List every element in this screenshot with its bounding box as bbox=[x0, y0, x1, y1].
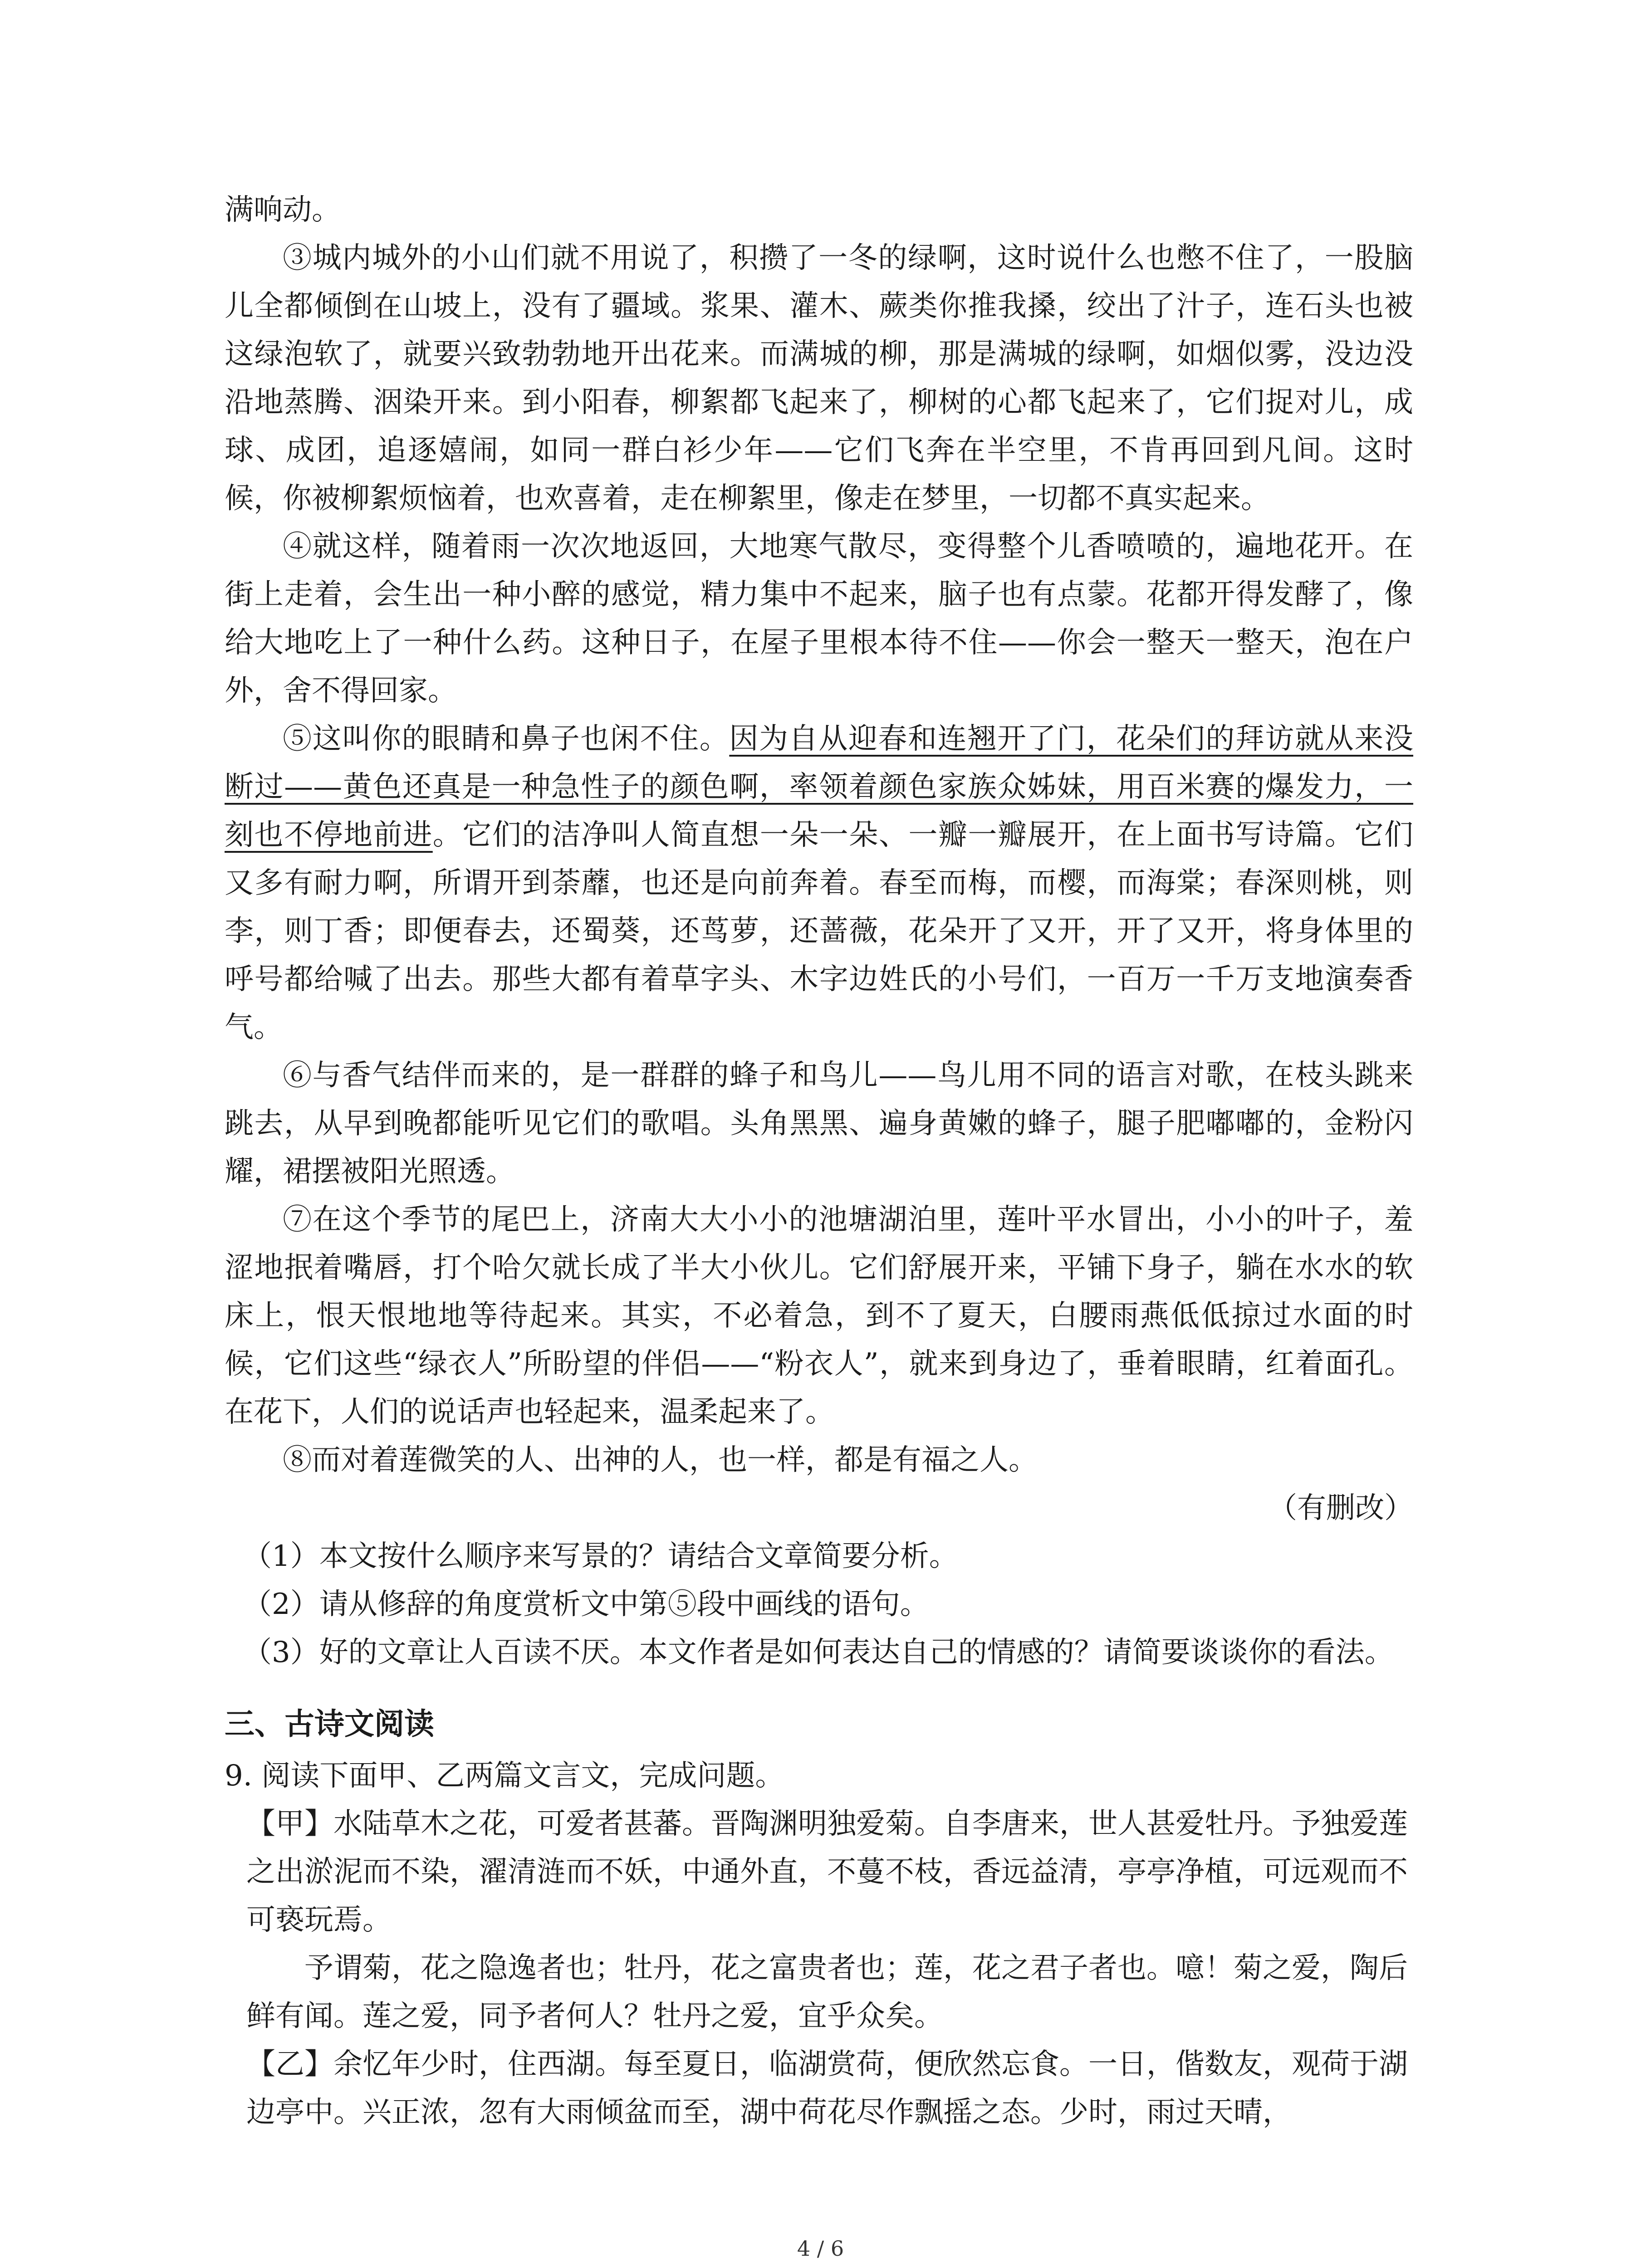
question-9-body bbox=[225, 1800, 1413, 2136]
passage-jia-2: 予谓菊，花之隐逸者也；牡丹，花之富贵者也；莲，花之君子者也。噫！菊之爱，陶后鲜有闻。莲之爱，同予者何人？牡丹之爱，宜乎众矣。 bbox=[246, 1951, 1408, 2033]
passage-yi-1: 【乙】余忆年少时，住西湖。每至夏日，临湖赏荷，便欣然忘食。一日，偕数友，观荷于湖边亭中。兴正浓，忽有大雨倾盆而至，湖中荷花尽作飘摇之态。少时，雨过天晴， bbox=[246, 2048, 1408, 2129]
underlined-sentence: 因为自从迎春和连翘开了门，花朵们的拜访就从来没断过——黄色还真是一种急性子的颜色啊，率领着颜色家族众姊妹，用百米赛的爆发力，一刻也不停地前进 bbox=[225, 722, 1414, 852]
paragraph-3: ③城内城外的小山们就不用说了，积攒了一冬的绿啊，这时说什么也憋不住了，一股脑儿全都倾倒在山坡上，没有了疆域。浆果、灌木、蕨类你推我搡，绞出了汁子，连石头也被这绿泡软了，就要兴致勃勃地开出花来。而满城的柳，那是满城的绿啊，如烟似雾，没边没沿地蒸腾、洇染开来。到小阳春，柳絮都飞起来了，柳树的心都飞起来了，它们捉对儿，成球、成团，追逐嬉闹，如同一群白衫少年——它们飞奔在半空里，不肯再回到凡间。这时候，你被柳絮烦恼着，也欢喜着，走在柳絮里，像走在梦里，一切都不真实起来。 bbox=[225, 241, 1413, 515]
question-3: （3）好的文章让人百读不厌。本文作者是如何表达自己的情感的？请简要谈谈你的看法。 bbox=[243, 1636, 1394, 1669]
paragraph-5-lead: ⑤这叫你的眼睛和鼻子也闲不住。 bbox=[283, 722, 730, 756]
paragraph-5-rest: 。它们的洁净叫人简直想一朵一朵、一瓣一瓣展开，在上面书写诗篇。它们又多有耐力啊，所谓开到荼蘼，也还是向前奔着。春至而梅，而樱，而海棠；春深则桃，则李，则丁香；即便春去，还蜀葵，还茑萝，还蔷薇，花朵开了又开，开了又开，将身体里的呼号都给喊了出去。那些大都有着草字头、木字边姓氏的小号们，一百万一千万支地演奏香气。 bbox=[225, 818, 1414, 1044]
paragraph-6: ⑥与香气结伴而来的，是一群群的蜂子和鸟儿——鸟儿用不同的语言对歌，在枝头跳来跳去，从早到晚都能听见它们的歌唱。头角黑黑、遍身黄嫩的蜂子，腿子肥嘟嘟的，金粉闪耀，裙摆被阳光照透。 bbox=[225, 1059, 1413, 1188]
question-2: （2）请从修辞的角度赏析文中第⑤段中画线的语句。 bbox=[243, 1588, 929, 1621]
paragraph-4: ④就这样，随着雨一次次地返回，大地寒气散尽，变得整个儿香喷喷的，遍地花开。在街上走着，会生出一种小醉的感觉，精力集中不起来，脑子也有点蒙。花都开得发酵了，像给大地吃上了一种什么药。这种日子，在屋子里根本待不住——你会一整天一整天，泡在户外，舍不得回家。 bbox=[225, 530, 1413, 708]
page-number: 4 / 6 bbox=[797, 2236, 844, 2261]
section-title: 三、古诗文阅读 bbox=[225, 1706, 434, 1741]
paragraph-end-line: 满响动。 bbox=[225, 193, 341, 227]
passage-jia-1: 【甲】水陆草木之花，可爱者甚蕃。晋陶渊明独爱菊。自李唐来，世人甚爱牡丹。予独爱莲之出淤泥而不染，濯清涟而不妖，中通外直，不蔓不枝，香远益清，亭亭净植，可远观而不可亵玩焉。 bbox=[246, 1807, 1408, 1937]
paragraph-5 bbox=[225, 715, 1413, 1051]
source-note: （有删改） bbox=[1268, 1491, 1413, 1525]
paragraph-7: ⑦在这个季节的尾巴上，济南大大小小的池塘湖泊里，莲叶平水冒出，小小的叶子，羞涩地抿着嘴唇，打个哈欠就长成了半大小伙儿。它们舒展开来，平铺下身子，躺在水水的软床上，恨天恨地地等待起来。其实，不必着急，到不了夏天，白腰雨燕低低掠过水面的时候，它们这些“绿衣人”所盼望的伴侣——“粉衣人”，就来到身边了，垂着眼睛，红着面孔。在花下，人们的说话声也轻起来，温柔起来了。 bbox=[225, 1203, 1413, 1429]
question-1: （1）本文按什么顺序来写景的？请结合文章简要分析。 bbox=[243, 1540, 958, 1573]
question-9: 9. 阅读下面甲、乙两篇文言文，完成问题。 bbox=[225, 1759, 784, 1793]
paragraph-8: ⑧而对着莲微笑的人、出神的人，也一样，都是有福之人。 bbox=[283, 1443, 1038, 1477]
page-content bbox=[225, 186, 1413, 2136]
